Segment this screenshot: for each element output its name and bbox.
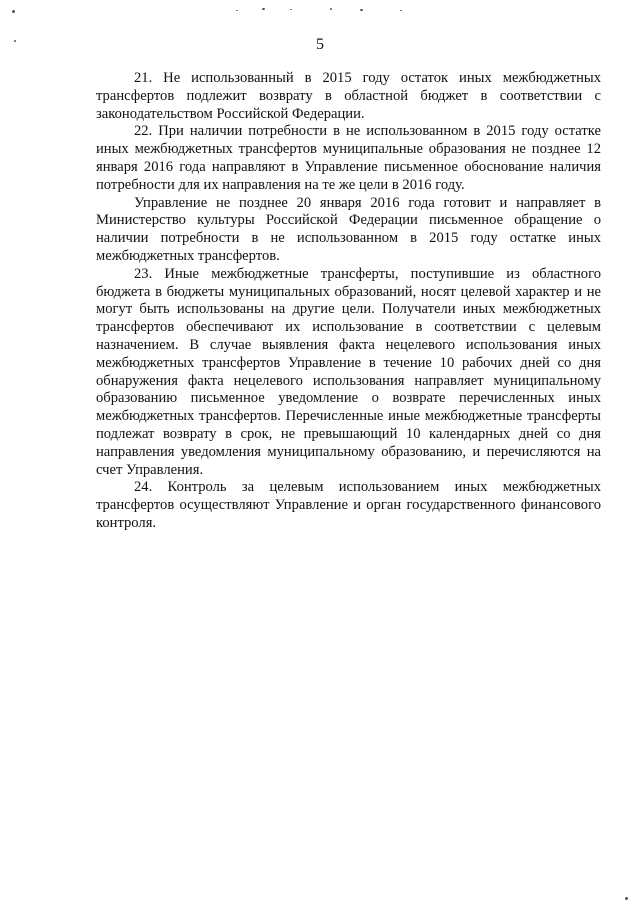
scan-speck bbox=[236, 10, 238, 11]
scan-speck bbox=[330, 8, 332, 10]
paragraph-24: 24. Контроль за целевым использованием иных межбюджетных трансфертов осуществляют Управление и орган государственного финансового контроля. bbox=[96, 479, 601, 531]
scan-speck bbox=[290, 9, 292, 10]
scan-speck bbox=[400, 10, 402, 11]
paragraph-21: 21. Не использованный в 2015 году остаток иных межбюджетных трансфертов подлежит возврату в областной бюджет в соответствии с законодательством Российской Федерации. bbox=[96, 70, 601, 122]
scan-speck bbox=[625, 897, 628, 900]
page-number: 5 bbox=[316, 36, 324, 53]
scan-speck bbox=[12, 10, 15, 13]
paragraph-management-request: Управление не позднее 20 января 2016 года готовит и направляет в Министерство культуры Российской Федерации письменное обращение о наличии потребности в не использованном в 2015 году остатке иных межбюджетных трансфертов. bbox=[96, 194, 601, 264]
document-body bbox=[96, 70, 601, 533]
scan-speck bbox=[360, 9, 363, 11]
paragraph-22: 22. При наличии потребности в не использованном в 2015 году остатке иных межбюджетных трансфертов муниципальные образования не позднее 12 января 2016 года направляют в Управление письменное обоснование наличия потребности для их направления на те же цели в 2016 году. bbox=[96, 123, 601, 193]
paragraph-23: 23. Иные межбюджетные трансферты, поступившие из областного бюджета в бюджеты муниципальных образований, носят целевой характер и не могут быть использованы на другие цели. Получатели иных межбюджетных трансфертов обеспечивают их использование в соответствии с целевым назначением. В случае выявления факта нецелевого использования иных межбюджетных трансфертов Управление в течение 10 рабочих дней со дня обнаружения факта нецелевого использования направляет муниципальному образованию письменное уведомление о возврате перечисленных иных межбюджетных трансфертов. Перечисленные иные межбюджетные трансферты подлежат возврату в срок, не превышающий 10 календарных дней со дня направления уведомления муниципальному образованию, и перечисляются на счет Управления. bbox=[96, 265, 601, 478]
scan-speck bbox=[262, 8, 265, 10]
